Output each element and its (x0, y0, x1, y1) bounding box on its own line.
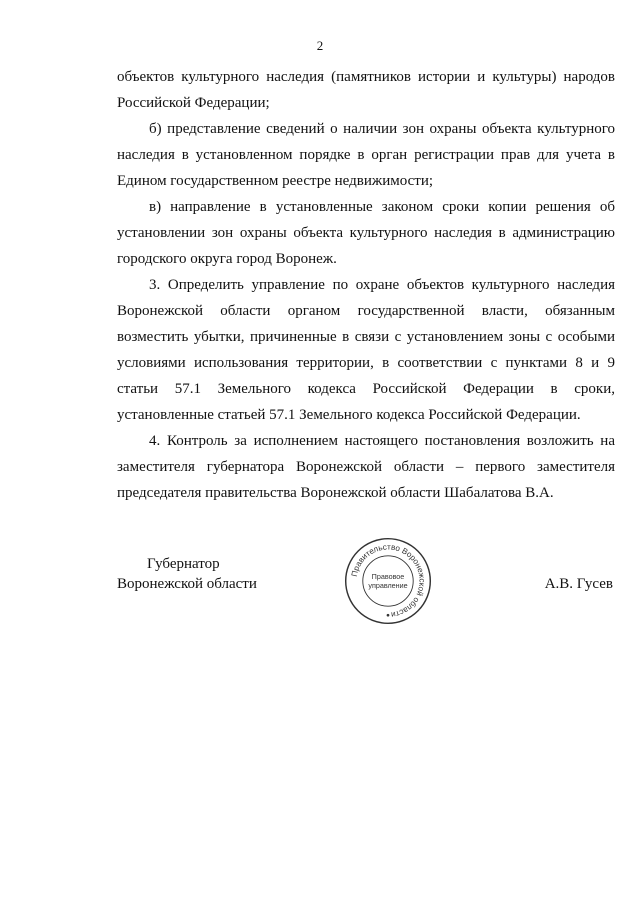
signatory-title-line2: Воронежской области (117, 576, 257, 592)
signatory-name: А.В. Гусев (544, 576, 613, 592)
paragraph-continuation: объектов культурного наследия (памятников истории и культуры) народов Российской Федерации; (117, 69, 615, 111)
stamp-center-line1: Правовое (371, 572, 405, 582)
signature-block (117, 542, 615, 628)
official-stamp (343, 536, 433, 626)
stamp-star-icon (387, 614, 390, 617)
stamp-ring-textpath: Правительство Воронежской области (349, 542, 427, 620)
paragraph-item-v: в) направление в установленные законом сроки копии решения об установлении зон охраны объекта культурного наследия в администрацию городского округа город Воронеж. (117, 199, 615, 267)
paragraph-point-4: 4. Контроль за исполнением настоящего постановления возложить на заместителя губернатора Воронежской области – первого заместителя председателя правительства Воронежской области Шабалатова В.А. (117, 433, 615, 501)
paragraph-point-3: 3. Определить управление по охране объектов культурного наследия Воронежской области органом государственной власти, обязанным возместить убытки, причиненные в связи с установлением зоны с особыми условиями использования территории, в соответствии с пунктами 8 и 9 статьи 57.1 Земельного кодекса Российской Федерации в сроки, установленные статьей 57.1 Земельного кодекса Российской Федерации. (117, 277, 615, 423)
document-body (117, 64, 615, 506)
stamp-center-line2: управление (368, 581, 408, 591)
signatory-title-line1: Губернатор (147, 556, 220, 572)
page-number: 2 (316, 38, 324, 53)
paragraph-item-b: б) представление сведений о наличии зон охраны объекта культурного наследия в установленном порядке в орган регистрации прав для учета в Едином государственном реестре недвижимости; (117, 121, 615, 189)
